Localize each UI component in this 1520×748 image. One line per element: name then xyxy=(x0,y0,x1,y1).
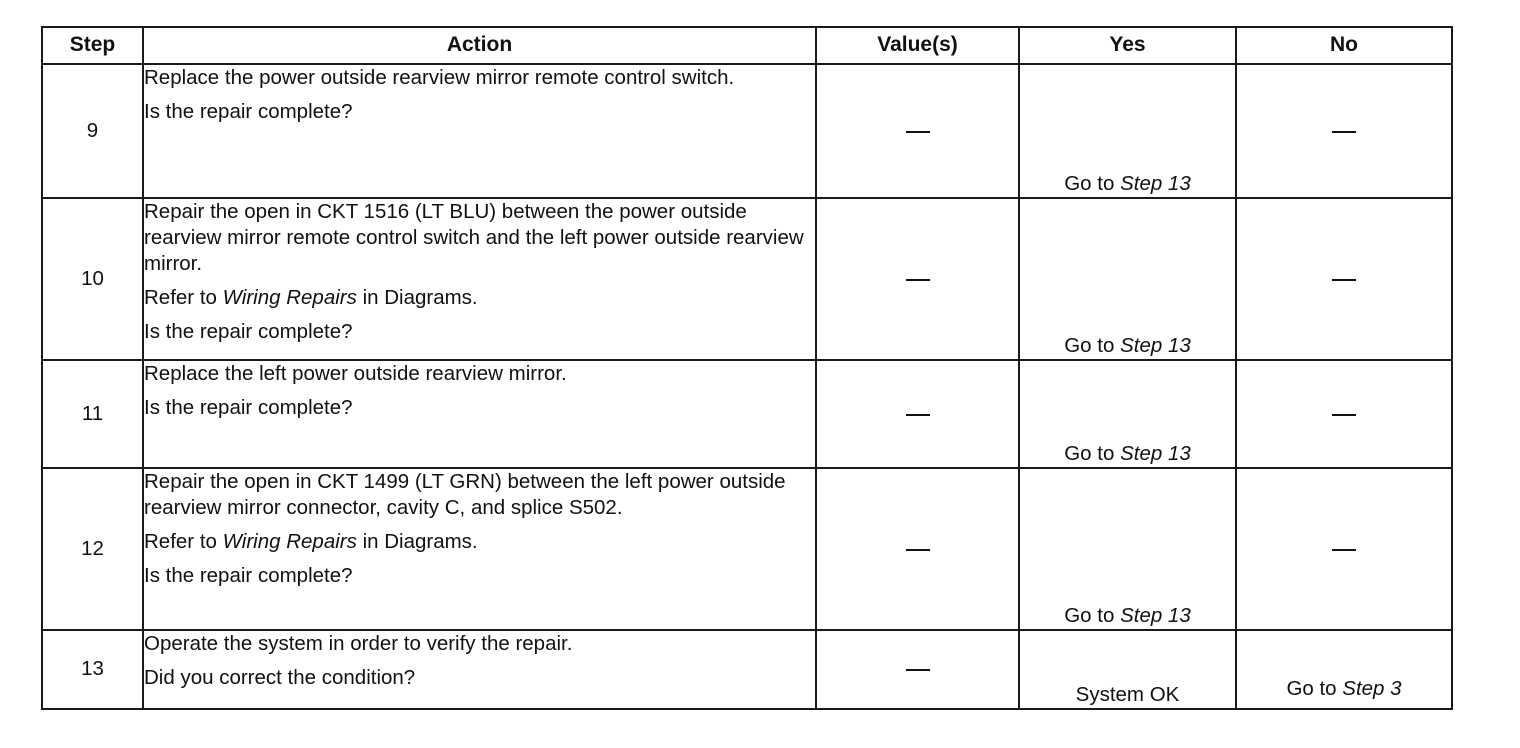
action-cell xyxy=(143,198,816,360)
wiring-repairs-link[interactable]: Wiring Repairs xyxy=(222,530,357,554)
action-cell xyxy=(143,64,816,198)
header-no: No xyxy=(1236,27,1452,64)
table-row xyxy=(42,468,1452,630)
no-dash xyxy=(1332,279,1356,281)
step-number: 13 xyxy=(42,630,143,709)
yes-cell xyxy=(1019,360,1236,468)
header-step: Step xyxy=(42,27,143,64)
action-instruction: Repair the open in CKT 1516 (LT BLU) between the power outside rearview mirror remote control switch and the left power outside rearview mirror. xyxy=(144,200,804,276)
action-instruction: Replace the left power outside rearview mirror. xyxy=(144,362,567,385)
value-dash xyxy=(906,414,930,416)
no-cell xyxy=(1236,630,1452,709)
no-cell xyxy=(1236,360,1452,468)
yes-step-link[interactable]: Step 13 xyxy=(1120,333,1191,357)
value-dash xyxy=(906,279,930,281)
value-cell xyxy=(816,630,1019,709)
action-cell xyxy=(143,468,816,630)
value-cell xyxy=(816,468,1019,630)
action-question: Is the repair complete? xyxy=(144,396,353,420)
header-yes: Yes xyxy=(1019,27,1236,64)
no-step-link[interactable]: Step 3 xyxy=(1342,676,1402,700)
yes-step-link[interactable]: Step 13 xyxy=(1120,603,1191,627)
no-dash xyxy=(1332,414,1356,416)
action-instruction: Operate the system in order to verify the repair. xyxy=(144,632,573,655)
table-header-row xyxy=(42,27,1452,64)
header-action: Action xyxy=(143,27,816,64)
yes-prefix: Go to xyxy=(1064,441,1121,465)
header-values: Value(s) xyxy=(816,27,1019,64)
value-dash xyxy=(906,549,930,551)
table-row xyxy=(42,64,1452,198)
yes-prefix: Go to xyxy=(1064,603,1121,627)
value-cell xyxy=(816,360,1019,468)
no-cell xyxy=(1236,468,1452,630)
action-instruction: Replace the power outside rearview mirror remote control switch. xyxy=(144,66,735,89)
value-dash xyxy=(906,669,930,671)
value-cell xyxy=(816,198,1019,360)
yes-cell xyxy=(1019,630,1236,709)
table-row xyxy=(42,198,1452,360)
no-prefix: Go to xyxy=(1286,676,1343,700)
no-cell xyxy=(1236,64,1452,198)
table-row xyxy=(42,360,1452,468)
value-cell xyxy=(816,64,1019,198)
action-cell xyxy=(143,360,816,468)
yes-prefix: Go to xyxy=(1064,333,1121,357)
action-instruction: Repair the open in CKT 1499 (LT GRN) between the left power outside rearview mirror connector, cavity C, and splice S502. xyxy=(144,470,786,520)
no-dash xyxy=(1332,131,1356,133)
action-reference: Refer to Wiring Repairs in Diagrams. xyxy=(144,286,478,310)
wiring-repairs-link[interactable]: Wiring Repairs xyxy=(222,286,357,310)
value-dash xyxy=(906,131,930,133)
diagnostic-table xyxy=(41,26,1453,710)
step-number: 9 xyxy=(42,64,143,198)
yes-cell xyxy=(1019,64,1236,198)
yes-cell xyxy=(1019,198,1236,360)
no-cell xyxy=(1236,198,1452,360)
action-reference: Refer to Wiring Repairs in Diagrams. xyxy=(144,530,478,554)
step-number: 11 xyxy=(42,360,143,468)
action-question: Is the repair complete? xyxy=(144,320,353,344)
yes-step-link[interactable]: Step 13 xyxy=(1120,171,1191,195)
yes-prefix: Go to xyxy=(1064,171,1121,195)
no-dash xyxy=(1332,549,1356,551)
step-number: 10 xyxy=(42,198,143,360)
action-question: Did you correct the condition? xyxy=(144,666,416,690)
table-row xyxy=(42,630,1452,709)
step-number: 12 xyxy=(42,468,143,630)
system-ok-label: System OK xyxy=(1075,682,1180,706)
action-question: Is the repair complete? xyxy=(144,564,353,588)
yes-cell xyxy=(1019,468,1236,630)
yes-step-link[interactable]: Step 13 xyxy=(1120,441,1191,465)
action-cell xyxy=(143,630,816,709)
action-question: Is the repair complete? xyxy=(144,100,353,124)
